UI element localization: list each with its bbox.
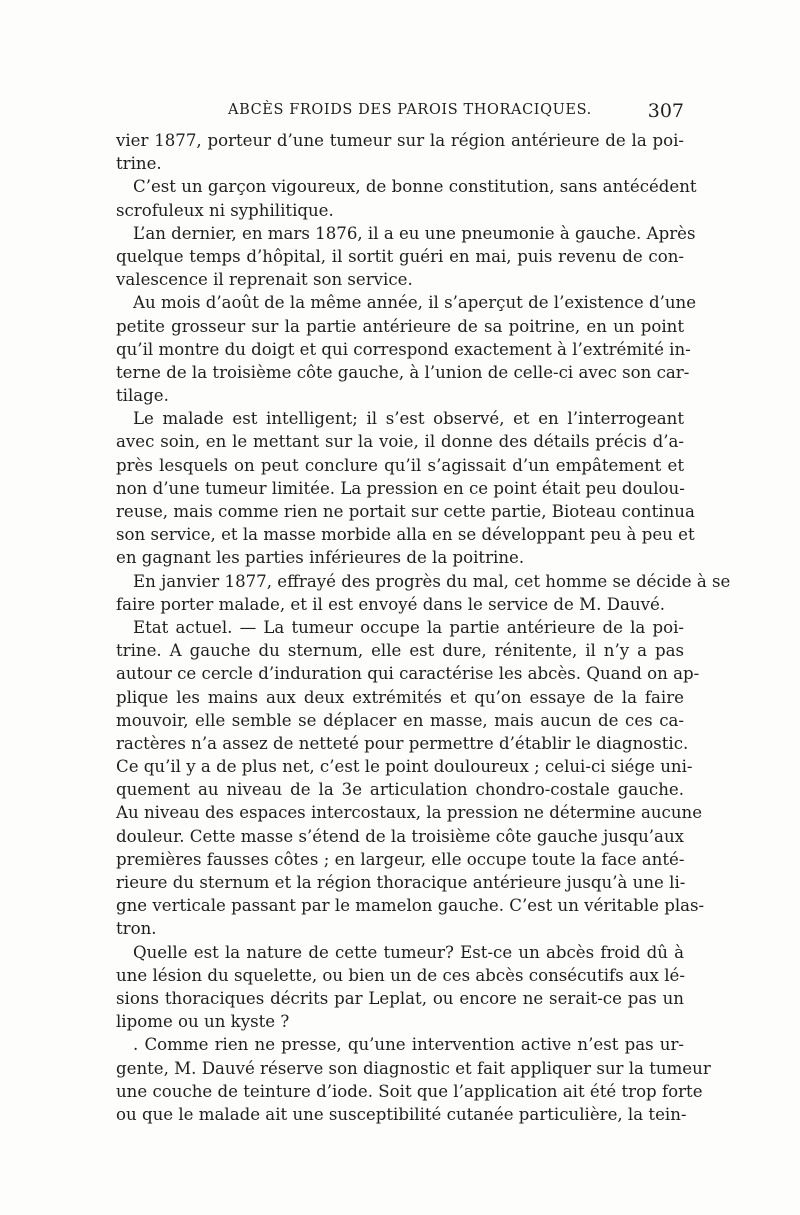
text-line: En janvier 1877, effrayé des progrès du mal, cet homme se décide à se [133,571,731,591]
text-line: gne verticale passant par le mamelon gauche. C’est un véritable plas- [116,896,705,916]
text-line: Au niveau des espaces intercostaux, la pression ne détermine aucune [116,803,703,823]
text-line: trine. [116,154,162,174]
text-line: autour ce cercle d’induration qui caractérise les abcès. Quand on ap- [116,664,700,684]
text-line: Etat actuel. — La tumeur occupe la partie antérieure de la poi- [133,617,684,637]
text-line: mouvoir, elle semble se déplacer en masse, mais aucun de ces ca- [116,710,684,730]
text-line: tilage. [116,386,169,406]
text-line: reuse, mais comme rien ne portait sur cette partie, Bioteau continua [116,502,695,521]
text-line: . Comme rien ne presse, qu’une intervention active n’est pas ur- [133,1035,684,1055]
text-line: ractères n’a assez de netteté pour permettre d’établir le diagnostic. [116,733,689,753]
text-line: ou que le malade ait une susceptibilité cutanée particulière, la tein- [116,1104,687,1124]
text-line: en gagnant les parties inférieures de la poitrine. [116,548,525,568]
body-text [116,129,731,1126]
text-line: vier 1877, porteur d’une tumeur sur la région antérieure de la poi- [116,131,684,150]
text-line: une couche de teinture d’iode. Soit que l’application ait été trop forte [116,1081,703,1101]
text-line: avec soin, en le mettant sur la voie, il donne des détails précis d’a- [116,432,684,452]
text-line: faire porter malade, et il est envoyé dans le service de M. Dauvé. [116,594,666,614]
text-line: C’est un garçon vigoureux, de bonne constitution, sans antécédent [133,177,697,197]
text-line: son service, et la masse morbide alla en se développant peu à peu et [116,525,695,545]
text-line: valescence il reprenait son service. [116,270,413,290]
text-line: lipome ou un kyste ? [116,1012,290,1032]
running-head [116,100,684,124]
text-line: une lésion du squelette, ou bien un de ces abcès consécutifs aux lé- [116,965,685,985]
text-line: rieure du sternum et la région thoracique antérieure jusqu’à une li- [116,873,686,892]
page-number: 307 [647,100,684,122]
text-line: Le malade est intelligent; il s’est observé, et en l’interrogeant [133,409,684,429]
text-line: premières fausses côtes ; en largeur, elle occupe toute la face anté- [116,849,685,869]
text-line: qu’il montre du doigt et qui correspond exactement à l’extrémité in- [116,339,691,359]
text-line: trine. A gauche du sternum, elle est dure, rénitente, il n’y a pas [116,641,684,661]
text-line: petite grosseur sur la partie antérieure de sa poitrine, en un point [116,316,684,336]
running-title: ABCÈS FROIDS DES PAROIS THORACIQUES. [228,102,592,118]
text-line: L’an dernier, en mars 1876, il a eu une pneumonie à gauche. Après [133,223,696,243]
text-line: Quelle est la nature de cette tumeur? Est-ce un abcès froid dû à [133,942,684,962]
text-line: douleur. Cette masse s’étend de la troisième côte gauche jusqu’aux [116,826,684,846]
text-line: gente, M. Dauvé réserve son diagnostic et fait appliquer sur la tumeur [116,1058,711,1078]
text-line: non d’une tumeur limitée. La pression en ce point était peu doulou- [116,478,685,498]
text-line: près lesquels on peut conclure qu’il s’agissait d’un empâtement et [116,455,684,475]
text-line: plique les mains aux deux extrémités et qu’on essaye de la faire [116,687,684,707]
text-line: quelque temps d’hôpital, il sortit guéri en mai, puis revenu de con- [116,246,684,266]
text-line: tron. [116,919,157,939]
text-line: terne de la troisième côte gauche, à l’union de celle-ci avec son car- [116,362,690,382]
text-line: Au mois d’août de la même année, il s’aperçut de l’existence d’une [133,293,697,313]
text-line: Ce qu’il y a de plus net, c’est le point douloureux ; celui-ci siége uni- [116,757,693,777]
text-line: scrofuleux ni syphilitique. [116,200,334,220]
text-line: sions thoraciques décrits par Leplat, ou encore ne serait-ce pas un [116,988,684,1008]
text-line: quement au niveau de la 3e articulation chondro-costale gauche. [116,780,684,800]
